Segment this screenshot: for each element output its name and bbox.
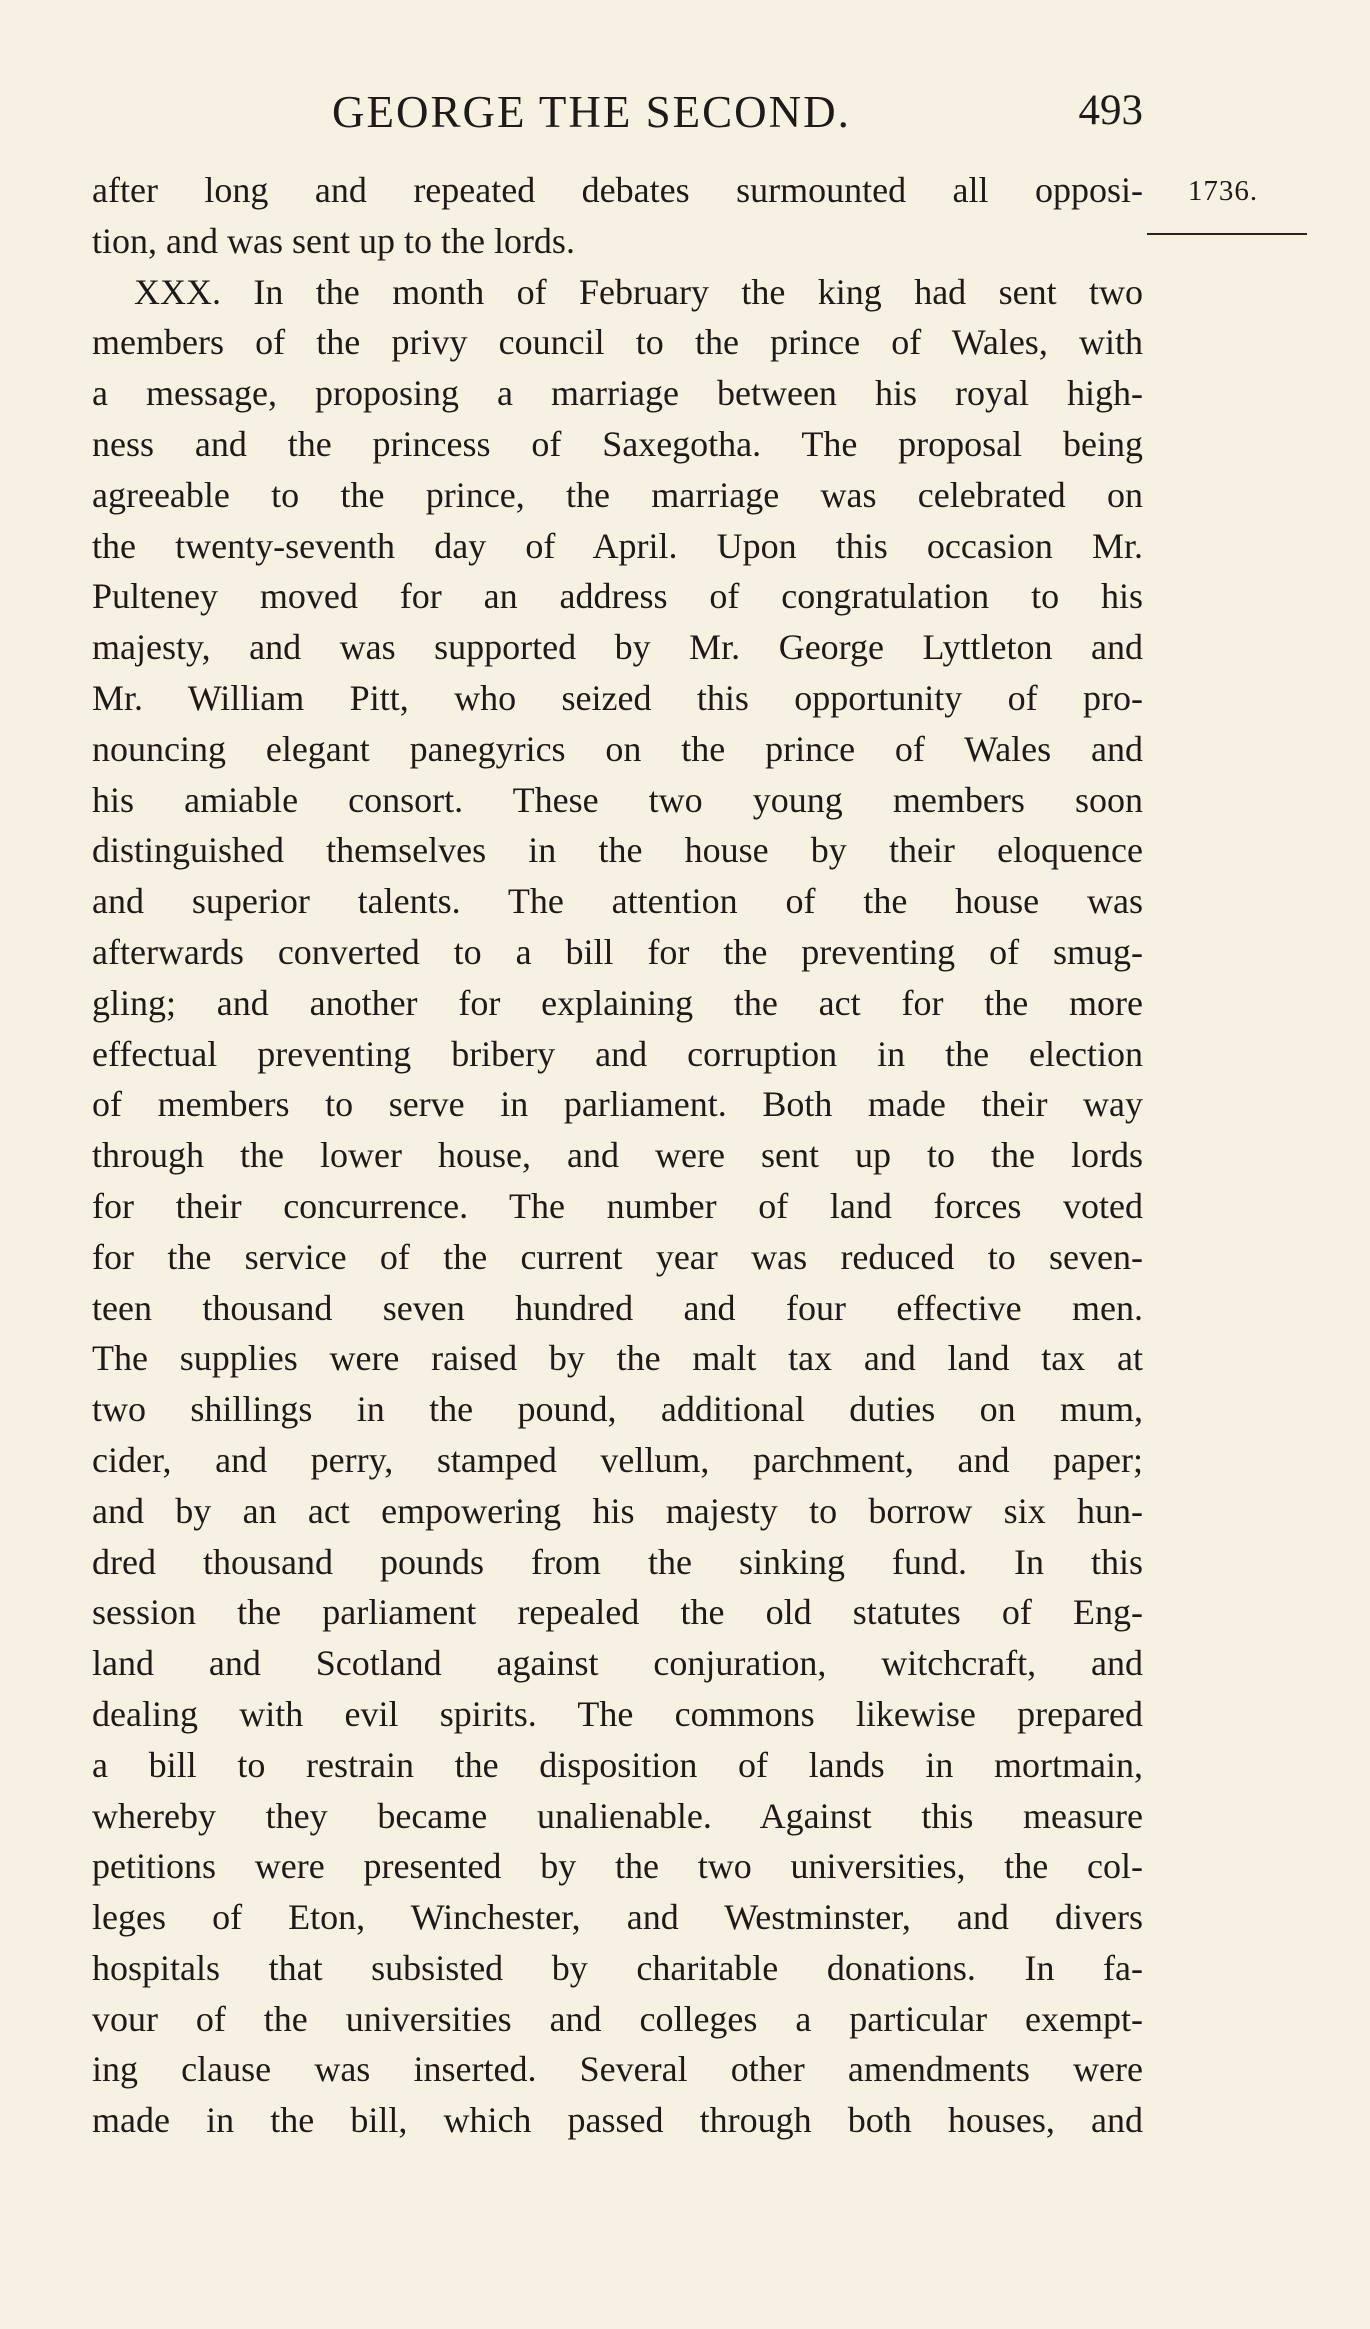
text-line: members of the privy council to the prince of Wales, with	[92, 322, 1143, 363]
text-line: dealing with evil spirits. The commons likewise prepared	[92, 1693, 1143, 1734]
text-line: dred thousand pounds from the sinking fund. In this	[92, 1541, 1143, 1582]
margin-note	[1153, 175, 1303, 208]
text-line: afterwards converted to a bill for the preventing of smug-	[92, 931, 1143, 972]
text-line: land and Scotland against conjuration, witchcraft, and	[92, 1643, 1143, 1684]
text-line: after long and repeated debates surmounted all opposi-	[92, 170, 1143, 210]
body-text	[92, 165, 1143, 2146]
text-line: majesty, and was supported by Mr. George Lyttleton and	[92, 627, 1143, 668]
text-line: and superior talents. The attention of the house was	[92, 881, 1143, 922]
text-line: for the service of the current year was reduced to seven-	[92, 1236, 1143, 1277]
text-line: cider, and perry, stamped vellum, parchment, and paper;	[92, 1439, 1143, 1480]
text-line: distinguished themselves in the house by their eloquence	[92, 830, 1143, 871]
text-line: Mr. William Pitt, who seized this opportunity of pro-	[92, 677, 1143, 718]
text-line: a message, proposing a marriage between his royal high-	[92, 373, 1143, 414]
running-title: GEORGE THE SECOND.	[332, 87, 851, 137]
text-line: of members to serve in parliament. Both made their way	[92, 1084, 1143, 1125]
text-line: ing clause was inserted. Several other amendments were	[92, 2049, 1143, 2090]
text-line: and by an act empowering his majesty to borrow six hun-	[92, 1490, 1143, 1531]
text-line: leges of Eton, Winchester, and Westminster, and divers	[92, 1897, 1143, 1938]
text-line: petitions were presented by the two universities, the col-	[92, 1846, 1143, 1887]
text-line: teen thousand seven hundred and four effective men.	[92, 1287, 1143, 1328]
text-line: ness and the princess of Saxegotha. The proposal being	[92, 423, 1143, 464]
text-line: whereby they became unalienable. Against this measure	[92, 1795, 1143, 1836]
text-line: XXX. In the month of February the king had sent two	[134, 271, 1143, 312]
text-line: vour of the universities and colleges a particular exempt-	[92, 1998, 1143, 2039]
text-line: agreeable to the prince, the marriage was celebrated on	[92, 474, 1143, 515]
margin-year: 1736.	[1187, 175, 1259, 207]
page-number: 493	[1078, 87, 1143, 134]
text-line: Pulteney moved for an address of congratulation to his	[92, 576, 1143, 617]
text-line: the twenty-seventh day of April. Upon this occasion Mr.	[92, 525, 1143, 566]
text-line: gling; and another for explaining the act for the more	[92, 982, 1143, 1023]
text-line: session the parliament repealed the old statutes of Eng-	[92, 1592, 1143, 1633]
text-line: through the lower house, and were sent up to the lords	[92, 1135, 1143, 1176]
text-line: effectual preventing bribery and corruption in the election	[92, 1033, 1143, 1074]
running-head	[92, 86, 1143, 146]
text-line: his amiable consort. These two young members soon	[92, 779, 1143, 820]
text-line: tion, and was sent up to the lords.	[92, 220, 575, 261]
text-line: two shillings in the pound, additional duties on mum,	[92, 1389, 1143, 1430]
text-line: for their concurrence. The number of land forces voted	[92, 1185, 1143, 1226]
margin-rule	[1147, 233, 1307, 235]
text-line: a bill to restrain the disposition of lands in mortmain,	[92, 1744, 1143, 1785]
text-line: The supplies were raised by the malt tax and land tax at	[92, 1338, 1143, 1379]
text-line: made in the bill, which passed through both houses, and	[92, 2100, 1143, 2141]
text-line: hospitals that subsisted by charitable donations. In fa-	[92, 1947, 1143, 1988]
text-line: nouncing elegant panegyrics on the prince of Wales and	[92, 728, 1143, 769]
